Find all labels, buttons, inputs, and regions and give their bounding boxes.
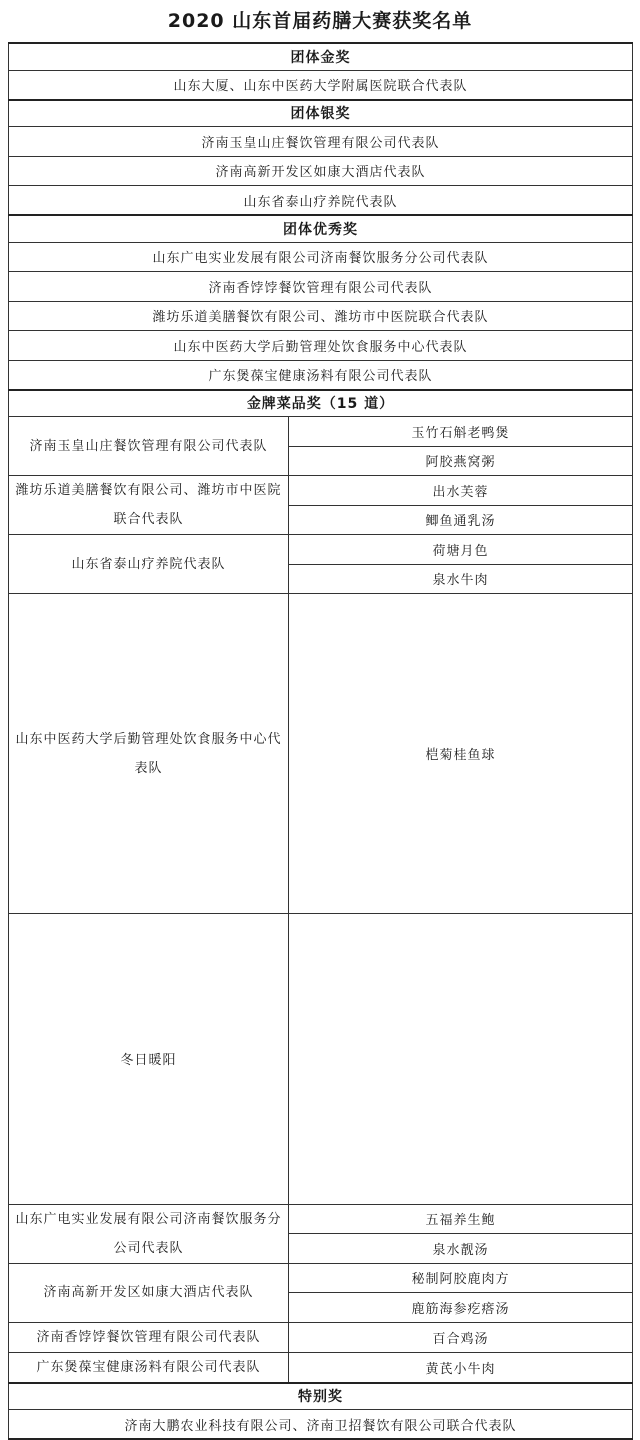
award-team: 济南玉皇山庄餐饮管理有限公司代表队	[9, 127, 633, 157]
dish-name: 百合鸡汤	[289, 1322, 633, 1352]
document-title: 2020 山东首届药膳大赛获奖名单	[167, 10, 473, 32]
dish-name: 鹿筋海参疙瘩汤	[289, 1293, 633, 1323]
dish-name: 玉竹石斛老鸭煲	[289, 417, 633, 447]
dish-row	[9, 417, 633, 447]
dish-name: 五福养生鲍	[289, 1204, 633, 1234]
dish-row	[9, 1204, 633, 1234]
dish-row	[9, 1322, 633, 1352]
award-team: 山东省泰山疗养院代表队	[9, 186, 633, 216]
award-team: 广东煲葆宝健康汤料有限公司代表队	[9, 360, 633, 390]
dish-team: 广东煲葆宝健康汤料有限公司代表队	[9, 1352, 289, 1383]
dish-name: 出水芙蓉	[289, 476, 633, 506]
dish-name: 鲫鱼通乳汤	[289, 505, 633, 535]
dish-row	[9, 914, 633, 1205]
award-row	[9, 127, 633, 157]
dish-name: 黄芪小牛肉	[289, 1352, 633, 1383]
dish-team: 济南香饽饽餐饮管理有限公司代表队	[9, 1322, 289, 1352]
award-team: 潍坊乐道美膳餐饮有限公司、潍坊市中医院联合代表队	[9, 301, 633, 331]
award-row	[9, 156, 633, 186]
dish-team: 山东广电实业发展有限公司济南餐饮服务分公司代表队	[9, 1204, 289, 1263]
dish-name: 荷塘月色	[289, 535, 633, 565]
dish-name: 泉水牛肉	[289, 564, 633, 594]
section-header-row	[9, 100, 633, 127]
award-team: 济南大鹏农业科技有限公司、济南卫招餐饮有限公司联合代表队	[9, 1410, 633, 1440]
dish-row	[9, 535, 633, 565]
section-header-row	[9, 390, 633, 417]
award-row	[9, 301, 633, 331]
dish-name: 冬日暖阳	[9, 914, 289, 1205]
section-header-row	[9, 1383, 633, 1410]
dish-row	[9, 1352, 633, 1383]
section-heading: 团体优秀奖	[9, 215, 633, 242]
section-heading: 金牌菜品奖（15 道）	[9, 390, 633, 417]
dish-team: 潍坊乐道美膳餐饮有限公司、潍坊市中医院联合代表队	[9, 476, 289, 535]
award-team: 山东中医药大学后勤管理处饮食服务中心代表队	[9, 331, 633, 361]
award-row	[9, 360, 633, 390]
award-team: 山东广电实业发展有限公司济南餐饮服务分公司代表队	[9, 242, 633, 272]
dish-row	[9, 594, 633, 624]
award-row	[9, 186, 633, 216]
award-row	[9, 242, 633, 272]
dish-team: 济南高新开发区如康大酒店代表队	[9, 1263, 289, 1322]
award-row	[9, 70, 633, 100]
dish-team: 山东中医药大学后勤管理处饮食服务中心代表队	[9, 594, 289, 914]
awards-table	[8, 42, 633, 1440]
dish-name: 泉水靓汤	[289, 1234, 633, 1264]
award-team: 济南香饽饽餐饮管理有限公司代表队	[9, 272, 633, 302]
award-row	[9, 331, 633, 361]
award-row	[9, 272, 633, 302]
award-team: 济南高新开发区如康大酒店代表队	[9, 156, 633, 186]
dish-name: 秘制阿胶鹿肉方	[289, 1263, 633, 1293]
award-team: 山东大厦、山东中医药大学附属医院联合代表队	[9, 70, 633, 100]
dish-row	[9, 1263, 633, 1293]
dish-row	[9, 476, 633, 506]
section-header-row	[9, 43, 633, 70]
dish-team: 济南玉皇山庄餐饮管理有限公司代表队	[9, 417, 289, 476]
dish-name: 桤菊桂鱼球	[289, 594, 633, 914]
award-row	[9, 1410, 633, 1440]
section-heading: 团体金奖	[9, 43, 633, 70]
dish-name: 阿胶燕窝粥	[289, 446, 633, 476]
dish-team: 山东省泰山疗养院代表队	[9, 535, 289, 594]
section-header-row	[9, 215, 633, 242]
section-heading: 团体银奖	[9, 100, 633, 127]
awards-table-body	[9, 43, 633, 1439]
section-heading: 特别奖	[9, 1383, 633, 1410]
